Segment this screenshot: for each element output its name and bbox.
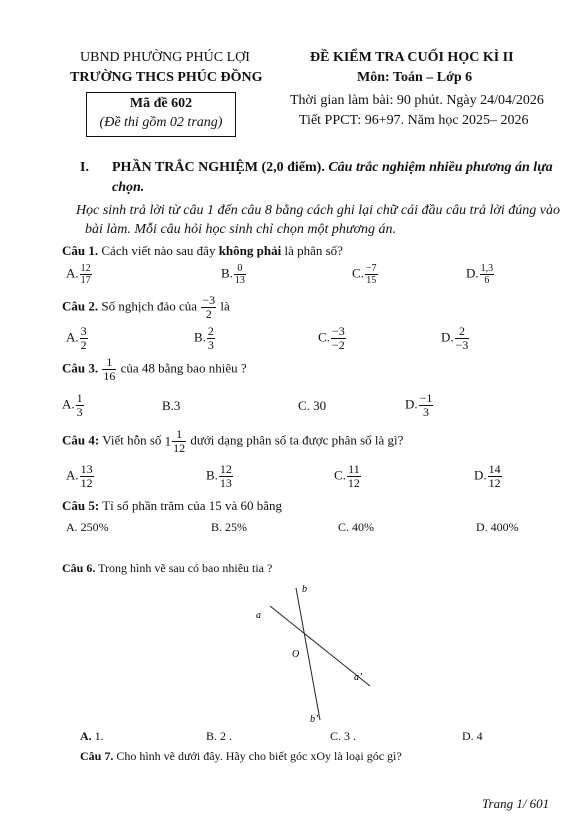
label-o: O (292, 649, 300, 660)
q5-option-d: D. 400% (476, 520, 519, 534)
exam-subject: Môn: Toán – Lớp 6 (357, 70, 473, 85)
q4-option-a: A. $\frac{13}{12}$ (66, 462, 93, 490)
question-5: Câu 5: Tỉ số phần trăm của 15 và 60 bằng (62, 498, 283, 513)
question-1: Câu 1. Cách viết nào sau đây không phải là phân số? (62, 243, 343, 258)
school-name: TRƯỜNG THCS PHÚC ĐỒNG (70, 70, 263, 85)
instructions-line2: bài làm. Mỗi câu hỏi học sinh chỉ chọn một phương án. (85, 222, 397, 237)
exam-code: Mã đề 602 (129, 96, 193, 111)
label-b-prime: b’ (310, 714, 319, 725)
section-number: I. (80, 160, 89, 175)
exam-time: Thời gian làm bài: 90 phút. Ngày 24/04/2026 (290, 93, 544, 108)
section-title: PHẦN TRẮC NGHIỆM (2,0 điểm). Câu trắc nghiệm nhiều phương án lựa (112, 160, 553, 175)
q6-option-c: C. 3 . (330, 729, 357, 743)
q1-option-c: C. $\frac{-7}{15}$ (352, 263, 377, 286)
q3-option-c: C. 30 (298, 398, 327, 413)
q1-option-b: B. $\frac{0}{13}$ (221, 263, 245, 286)
q6-option-a: A. 1. (80, 729, 104, 743)
q3-option-b: B.3 (162, 398, 181, 413)
q6-option-b: B. 2 . (206, 729, 233, 743)
q5-option-b: B. 25% (211, 520, 247, 534)
q3-option-a: A. $\frac{1}{3}$ (62, 391, 83, 419)
q2-option-c: C. $\frac{-3}{-2}$ (318, 324, 345, 352)
q1-option-a: A. $\frac{12}{17}$ (66, 263, 91, 286)
section-title-cont: chọn. (112, 180, 145, 195)
q1-option-d: D. $\frac{1,3}{6}$ (466, 263, 494, 286)
exam-ppct: Tiết PPCT: 96+97. Năm học 2025– 2026 (299, 113, 529, 128)
q6-option-d: D. 4 (462, 729, 483, 743)
label-a: a (256, 610, 261, 621)
line-b (296, 588, 320, 720)
q4-option-b: B. $\frac{12}{13}$ (206, 462, 232, 490)
question-7: Câu 7. Cho hình vẽ dưới đây. Hãy cho biết góc xOy là loại góc gì? (80, 749, 402, 763)
instructions-line1: Học sinh trả lời từ câu 1 đến câu 8 bằng cách ghi lại chữ cái đầu câu trả lời đúng vào (76, 203, 560, 218)
question-6: Câu 6. Trong hình vẽ sau có bao nhiêu tia ? (62, 561, 273, 575)
q2-option-d: D. $\frac{2}{-3}$ (441, 324, 469, 352)
rays-figure (240, 578, 380, 728)
q2-option-a: A. $\frac{3}{2}$ (66, 324, 87, 352)
q4-option-c: C. $\frac{11}{12}$ (334, 462, 360, 490)
exam-code-box (86, 92, 236, 137)
exam-title: ĐỀ KIỂM TRA CUỐI HỌC KÌ II (310, 50, 514, 65)
page-number: Trang 1/ 601 (482, 796, 550, 811)
question-2: Câu 2. Số nghịch đảo của $\frac{-3}{2}$ là (62, 293, 230, 321)
q3-option-d: D. $\frac{-1}{3}$ (405, 391, 433, 419)
school-authority: UBND PHƯỜNG PHÚC LỢI (80, 50, 250, 65)
question-3: Câu 3. $\frac{1}{16}$ của 48 bằng bao nhiêu ? (62, 355, 247, 383)
q2-option-b: B. $\frac{2}{3}$ (194, 324, 214, 352)
label-a-prime: a’ (354, 672, 363, 683)
pages-note: (Đề thi gồm 02 trang) (99, 115, 223, 130)
question-4: Câu 4: Viết hỗn số 1 $\frac{1}{12}$ dưới dạng phân số ta được phân số là gì? (62, 427, 404, 455)
q4-option-d: D. $\frac{14}{12}$ (474, 462, 501, 490)
q5-option-a: A. 250% (66, 520, 109, 534)
label-b-top: b (302, 584, 307, 595)
q5-option-c: C. 40% (338, 520, 374, 534)
